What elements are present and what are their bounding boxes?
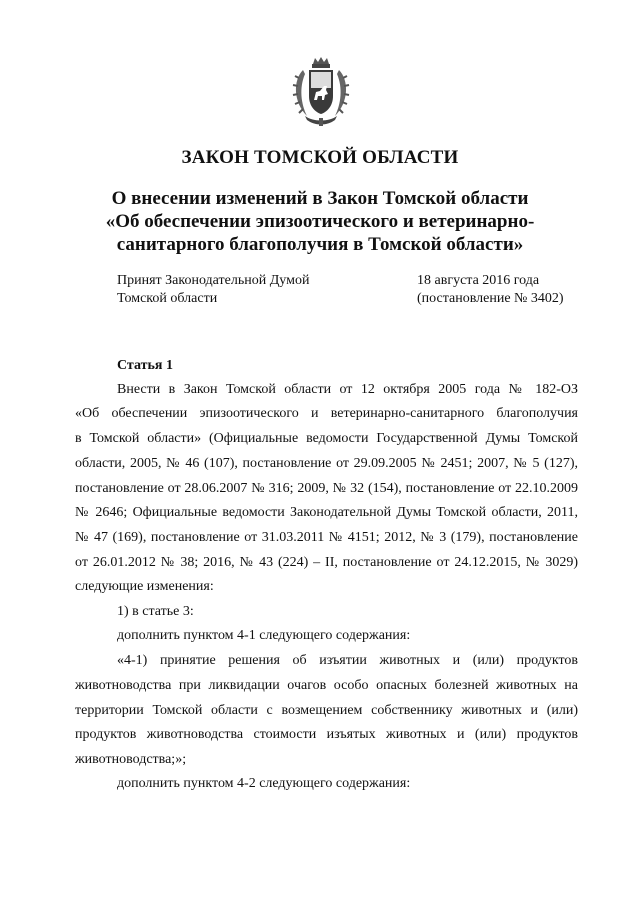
quote-line: «4-1) принятие решения об изъятии животных и (или) продуктов (117, 653, 578, 668)
add-point-4-1: дополнить пунктом 4-1 следующего содержания: (117, 628, 411, 643)
quote-line: животноводства при ликвидации очагов особо опасных болезней животных на (75, 678, 578, 693)
article-text-line: постановление от 28.06.2007 № 316; 2009, № 32 (154), постановление от 22.10.2009 (75, 481, 578, 496)
subtitle-line: О внесении изменений в Закон Томской области (111, 188, 529, 209)
law-subtitle (60, 187, 580, 256)
coat-of-arms-emblem (289, 56, 353, 128)
article-text-line: следующие изменения: (75, 579, 214, 594)
article-text-line: «Об обеспечении эпизоотического и ветеринарно-санитарного благополучия (75, 406, 578, 421)
article-text-line: в Томской области» (Официальные ведомости Государственной Думы Томской (75, 431, 578, 446)
article-text-line: области, 2005, № 46 (107), постановление от 29.09.2005 № 2451; 2007, № 5 (127), (75, 456, 578, 471)
quote-line: животноводства;»; (75, 752, 187, 767)
adoption-date-line: 18 августа 2016 года (417, 273, 540, 288)
adopted-by (117, 272, 309, 308)
item-1: 1) в статье 3: (117, 604, 194, 619)
article-text-line: от 26.01.2012 № 38; 2016, № 43 (224) – II, постановление от 24.12.2015, № 3029) (75, 555, 578, 570)
quote-line: продуктов животноводства стоимости изъятых животных и (или) продуктов (75, 727, 578, 742)
law-title: ЗАКОН ТОМСКОЙ ОБЛАСТИ (181, 147, 459, 168)
adopted-by-line: Томской области (117, 291, 218, 306)
article-text-line: № 2646; Официальные ведомости Законодательной Думы Томской области, 2011, (75, 505, 578, 520)
resolution-number: (постановление № 3402) (417, 291, 564, 306)
quote-line: территории Томской области с возмещением собственнику животных и (или) (75, 703, 578, 718)
article-text-line: Внести в Закон Томской области от 12 октября 2005 года № 182-ОЗ (117, 382, 578, 397)
subtitle-line: санитарного благополучия в Томской области» (116, 234, 524, 255)
article-heading: Статья 1 (117, 358, 173, 373)
article-text-line: № 47 (169), постановление от 31.03.2011 № 4151; 2012, № 3 (179), постановление (75, 530, 578, 545)
subtitle-line: «Об обеспечении эпизоотического и ветеринарно- (105, 211, 535, 232)
add-point-4-2: дополнить пунктом 4-2 следующего содержания: (117, 776, 411, 791)
adoption-date (417, 272, 564, 308)
adopted-by-line: Принят Законодательной Думой (117, 273, 310, 288)
